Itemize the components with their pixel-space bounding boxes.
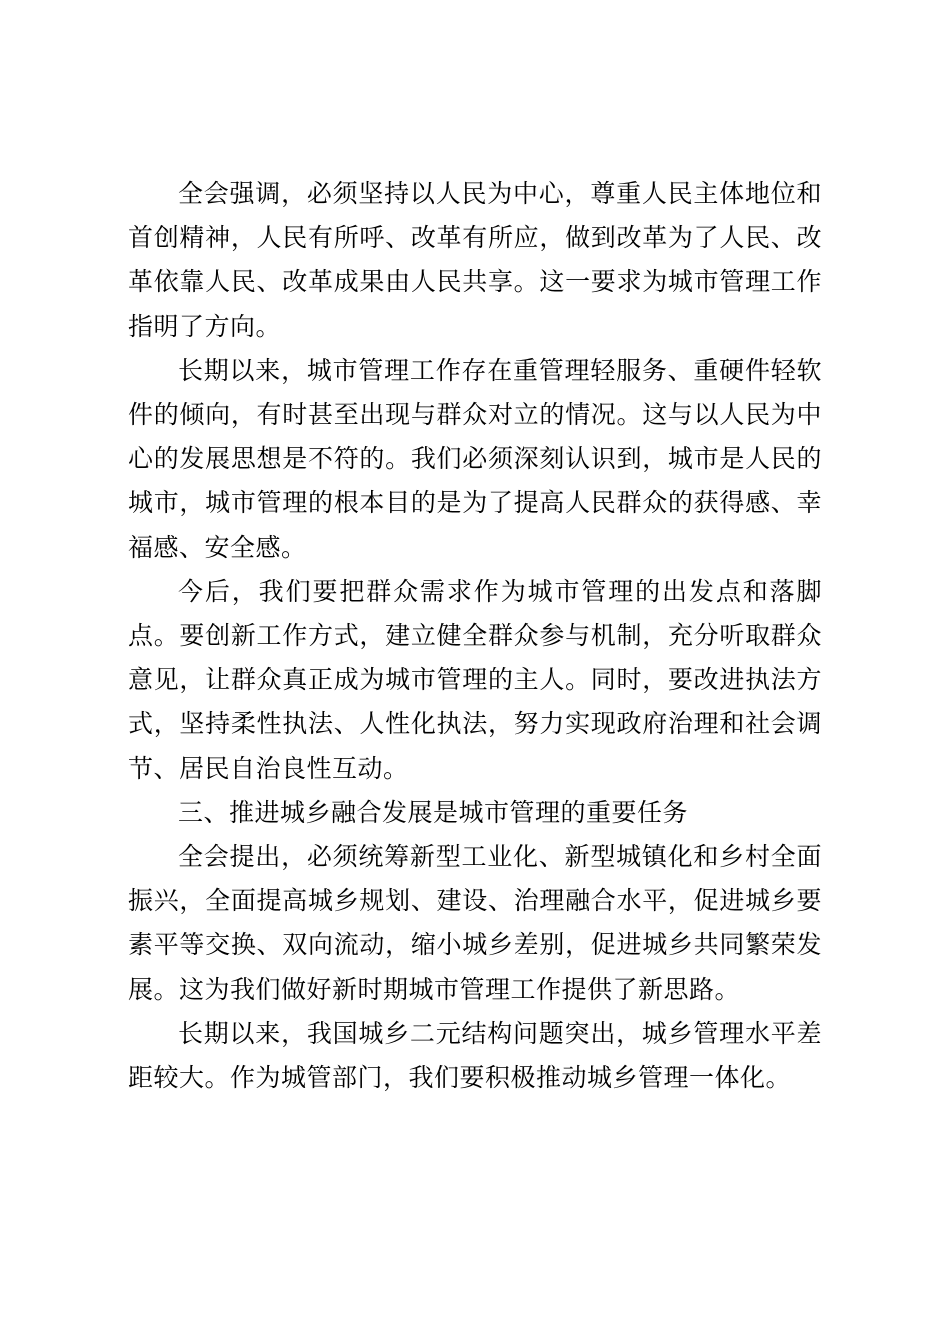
paragraph-1: 全会强调，必须坚持以人民为中心，尊重人民主体地位和首创精神，人民有所呼、改革有所应，做到改革为了人民、改革依靠人民、改革成果由人民共享。这一要求为城市管理工作指明了方向。 <box>128 179 822 341</box>
paragraph-5: 长期以来，我国城乡二元结构问题突出，城乡管理水平差距较大。作为城管部门，我们要积极推动城乡管理一体化。 <box>128 1018 822 1093</box>
paragraph-3: 今后，我们要把群众需求作为城市管理的出发点和落脚点。要创新工作方式，建立健全群众参与机制，充分听取群众意见，让群众真正成为城市管理的主人。同时，要改进执法方式，坚持柔性执法、人性化执法，努力实现政府治理和社会调节、居民自治良性互动。 <box>128 576 822 783</box>
document-body <box>128 172 822 1100</box>
section-heading: 三、推进城乡融合发展是城市管理的重要任务 <box>178 797 689 827</box>
paragraph-4: 全会提出，必须统筹新型工业化、新型城镇化和乡村全面振兴，全面提高城乡规划、建设、治理融合水平，促进城乡要素平等交换、双向流动，缩小城乡差别，促进城乡共同繁荣发展。这为我们做好新时期城市管理工作提供了新思路。 <box>128 842 822 1004</box>
paragraph-2: 长期以来，城市管理工作存在重管理轻服务、重硬件轻软件的倾向，有时甚至出现与群众对立的情况。这与以人民为中心的发展思想是不符的。我们必须深刻认识到，城市是人民的城市，城市管理的根本目的是为了提高人民群众的获得感、幸福感、安全感。 <box>128 355 822 562</box>
